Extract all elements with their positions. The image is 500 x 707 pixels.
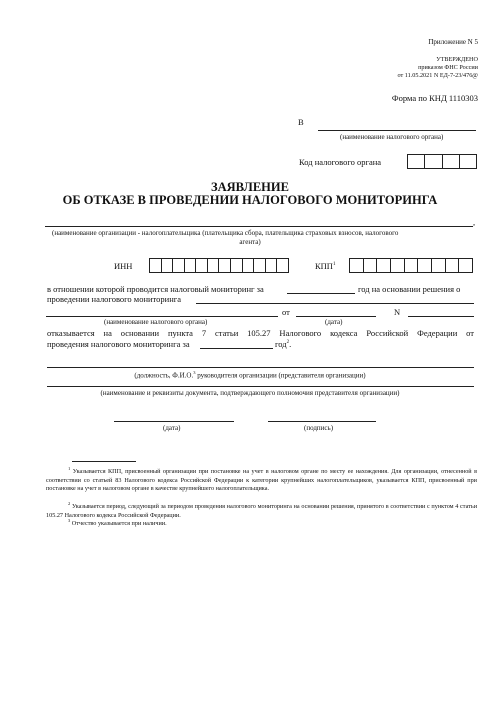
footnote-3: $^3$ Отчество указывается при наличии. — [68, 518, 167, 528]
footnote-1: $^1$ Указывается КПП, присвоенный организации при постановке на учет в налоговом органе по месту ее нахождения. Для организации, отнесенной в соответствии со статьей 83 Налогового кодекса Российской Федерации к категории крупнейших налогоплательщиков, указывается КПП, присвоенный при постановке на учет в налоговом органе в качестве крупнейшего налогоплательщика. — [46, 466, 477, 493]
approved-label: УТВЕРЖДЕНО — [436, 56, 478, 63]
kpp-label: КПП$^1$ — [315, 261, 336, 271]
authority-name-line[interactable] — [318, 130, 476, 131]
body-line-1a: в отношении которой проводится налоговый мониторинг за — [47, 284, 264, 294]
position-name-line[interactable] — [47, 367, 474, 368]
from-label: от — [282, 307, 290, 317]
order-label: приказом ФНС России — [418, 64, 478, 71]
refuse-text-2: проведения налогового мониторинга за — [47, 339, 190, 349]
signature-date-line[interactable] — [114, 421, 234, 422]
decision-authority-caption: (наименование налогового органа) — [104, 318, 208, 326]
inn-label: ИНН — [114, 261, 133, 271]
decision-authority-line-1[interactable] — [196, 303, 474, 304]
decision-number-line[interactable] — [408, 316, 474, 317]
form-code-label: Форма по КНД 1110303 — [391, 93, 478, 103]
authority-document-line[interactable] — [47, 386, 474, 387]
decision-date-line[interactable] — [296, 316, 376, 317]
year-label: год$^2$. — [275, 339, 292, 349]
decision-authority-line-2[interactable] — [46, 316, 278, 317]
decision-date-caption: (дата) — [325, 318, 343, 326]
body-line-2: проведении налогового мониторинга — [47, 294, 181, 304]
signature-date-caption: (дата) — [163, 424, 181, 432]
position-name-caption: (должность, Ф.И.О.$^3$ руководителя организации (представителя организации) — [134, 370, 366, 380]
inn-boxes[interactable] — [149, 258, 289, 273]
authority-document-caption: (наименование и реквизиты документа, подтверждающего полномочия представителя организации) — [100, 389, 400, 397]
org-name-line[interactable] — [45, 226, 473, 227]
document-title: ЗАЯВЛЕНИЕ — [211, 180, 289, 194]
signature-caption: (подпись) — [304, 424, 334, 432]
appendix-label: Приложение N 5 — [428, 38, 478, 46]
footnote-separator — [72, 461, 136, 462]
to-label: В — [298, 117, 304, 127]
refuse-year-line[interactable] — [200, 348, 273, 349]
order-date-label: от 11.05.2021 N ЕД-7-23/476@ — [397, 72, 478, 79]
document-subtitle: ОБ ОТКАЗЕ В ПРОВЕДЕНИИ НАЛОГОВОГО МОНИТОРИНГА — [62, 193, 438, 207]
org-name-caption-2: агента) — [239, 238, 261, 246]
refuse-text: отказывается на основании пункта 7 статьи 105.27 Налогового кодекса Российской Федерации от — [47, 328, 474, 338]
footnote-2: $^2$ Указывается период, следующий за периодом проведения налогового мониторинга на основании решения, принятого в соответствии с пунктом 4 статьи 105.27 Налогового кодекса Российской Федерации. — [46, 501, 477, 519]
authority-code-boxes[interactable] — [407, 154, 477, 169]
org-name-caption-1: (наименование организации - налогоплательщика (плательщика сбора, плательщика страховых взносов, налогового — [52, 229, 399, 237]
authority-name-caption: (наименование налогового органа) — [340, 133, 444, 141]
authority-code-label: Код налогового органа — [299, 157, 382, 167]
kpp-boxes[interactable] — [349, 258, 473, 273]
number-label: N — [394, 307, 401, 317]
body-line-1b: год на основании решения о — [358, 284, 461, 294]
period-year-line[interactable] — [287, 293, 355, 294]
signature-line[interactable] — [268, 421, 376, 422]
org-name-line-end: , — [473, 217, 476, 227]
